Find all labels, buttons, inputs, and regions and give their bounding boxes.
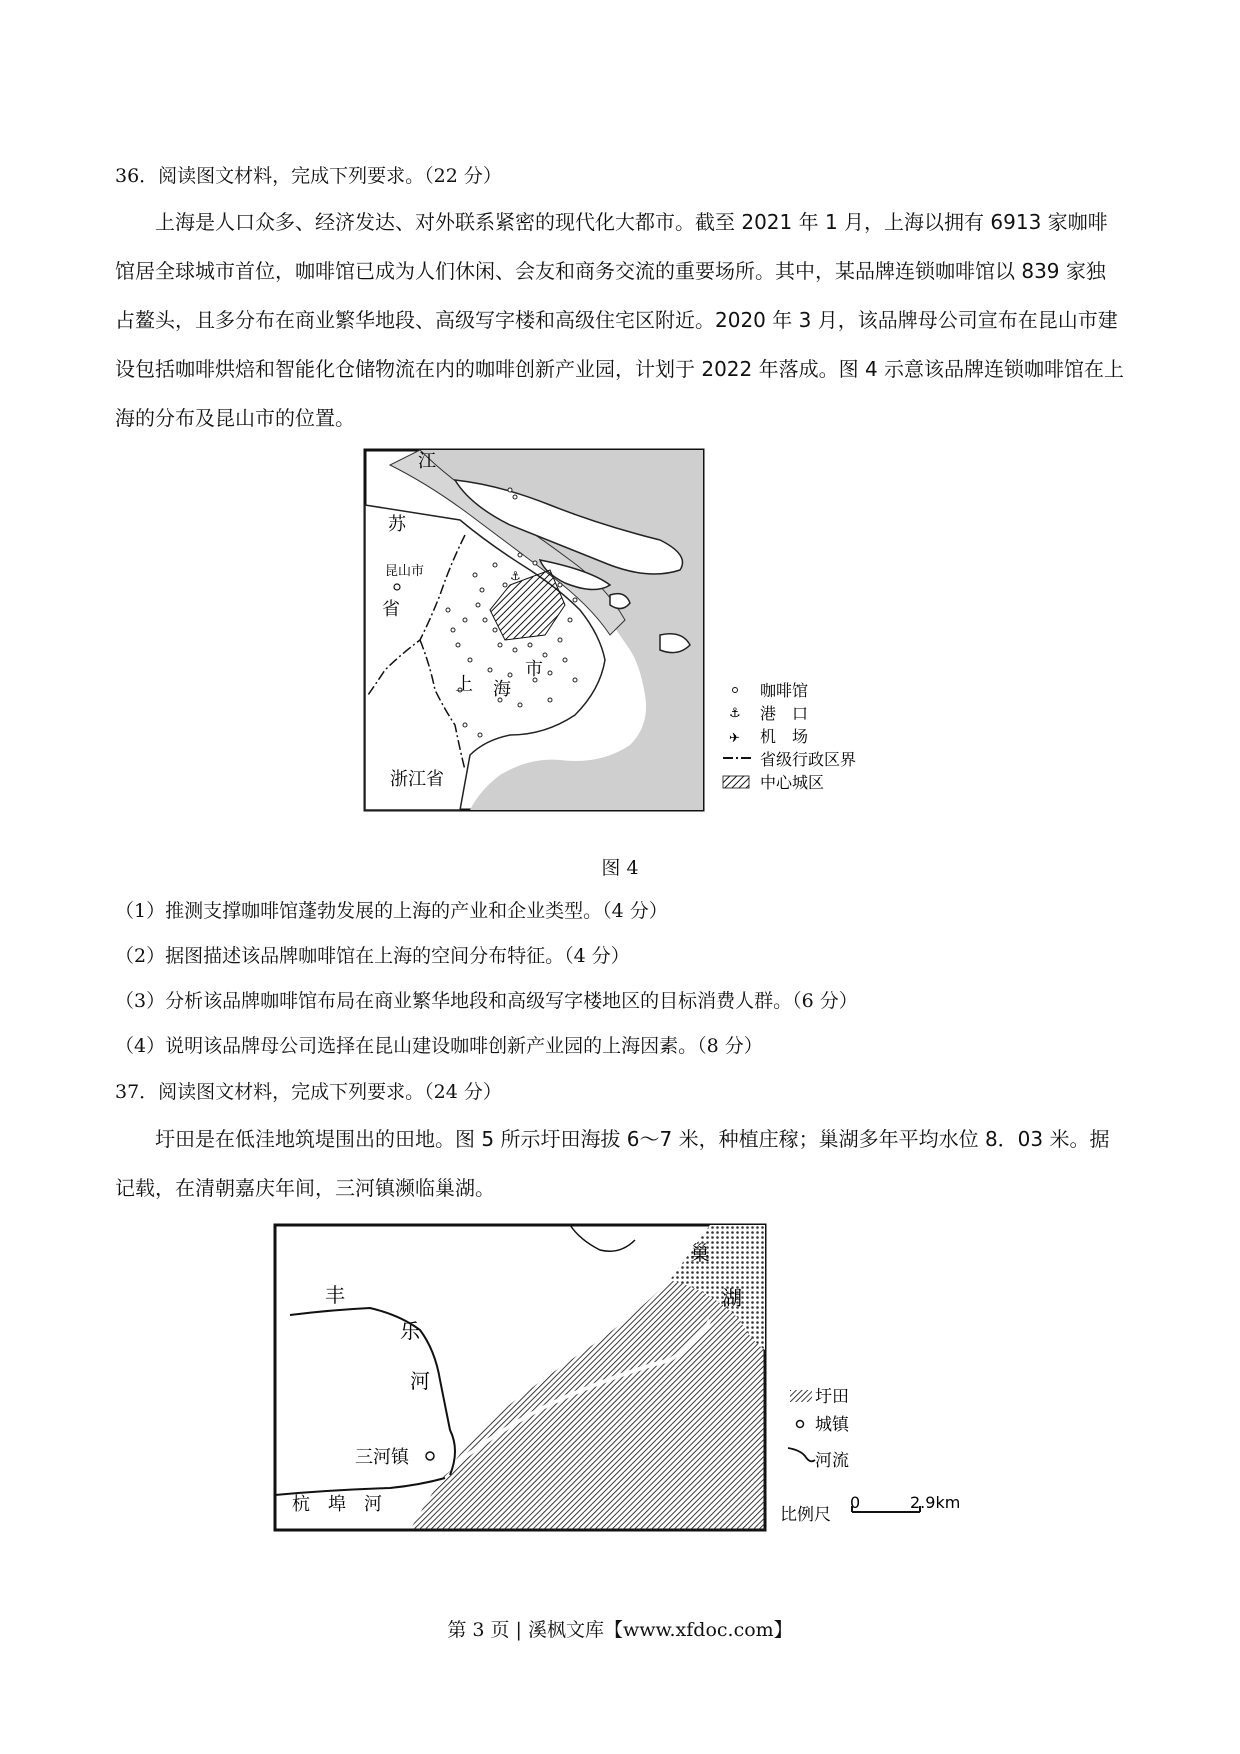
q37-paragraph bbox=[115, 1115, 1125, 1213]
map-label-hai: 海 bbox=[493, 679, 511, 700]
map-label-shang: 上 bbox=[455, 674, 473, 695]
q36-question-4: （4）说明该品牌母公司选择在昆山建设咖啡创新产业园的上海因素。（8 分） bbox=[115, 1035, 763, 1057]
q36-question-2: （2）据图描述该品牌咖啡馆在上海的空间分布特征。（4 分） bbox=[115, 945, 630, 967]
map-label-su: 苏 bbox=[388, 514, 406, 535]
figure-4-caption: 图 4 bbox=[601, 857, 639, 879]
map-label-he: 河 bbox=[410, 1369, 430, 1393]
legend-port-icon: ⚓ bbox=[729, 706, 741, 721]
legend-center: 中心城区 bbox=[760, 773, 825, 792]
figure-4-legend bbox=[723, 681, 856, 792]
q36-heading: 36．阅读图文材料，完成下列要求。（22 分） bbox=[115, 165, 502, 187]
map-label-hangbu: 杭 埠 河 bbox=[292, 1494, 382, 1515]
map-label-feng: 丰 bbox=[325, 1283, 345, 1307]
map-label-kunshan: 昆山市 bbox=[385, 564, 425, 579]
figure-4-map bbox=[360, 445, 880, 815]
map-label-sheng: 省 bbox=[382, 599, 400, 620]
map-label-chao: 巢 bbox=[690, 1241, 710, 1265]
map-label-zhejiang: 浙江省 bbox=[390, 769, 444, 790]
legend-town: 城镇 bbox=[815, 1415, 849, 1435]
legend-boundary: 省级行政区界 bbox=[760, 750, 857, 769]
figure-5-map bbox=[270, 1220, 990, 1540]
figure-5-legend bbox=[780, 1387, 960, 1525]
port-icon: ⚓ bbox=[510, 569, 521, 583]
scale-label: 比例尺 bbox=[780, 1505, 831, 1525]
sanhe-town-marker bbox=[426, 1452, 434, 1460]
q36-question-3: （3）分析该品牌咖啡馆布局在商业繁华地段和高级写字楼地区的目标消费人群。（6 分） bbox=[115, 990, 858, 1012]
q36-question-1: （1）推测支撑咖啡馆蓬勃发展的上海的产业和企业类型。（4 分） bbox=[115, 900, 668, 922]
map-label-le: 乐 bbox=[400, 1319, 420, 1343]
q37-paragraph-text: 圩田是在低洼地筑堤围出的田地。图 5 所示圩田海拔 6～7 米，种植庄稼；巢湖多年平均水位 8．03 米。据记载，在清朝嘉庆年间，三河镇濒临巢湖。 bbox=[115, 1127, 1110, 1200]
legend-airport: 机 场 bbox=[760, 727, 809, 746]
scale-zero: 0 bbox=[850, 1493, 861, 1512]
map-label-shi: 市 bbox=[525, 659, 543, 680]
map-label-hu: 湖 bbox=[722, 1286, 742, 1310]
kunshan-marker bbox=[394, 584, 400, 590]
legend-port: 港 口 bbox=[760, 704, 809, 723]
legend-river: 河流 bbox=[815, 1451, 849, 1471]
scale-value: 2.9km bbox=[910, 1493, 961, 1512]
page-footer: 第 3 页 | 溪枫文库【www.xfdoc.com】 bbox=[447, 1619, 793, 1641]
legend-coffee: 咖啡馆 bbox=[760, 681, 809, 700]
map-label-jiang: 江 bbox=[418, 451, 436, 472]
q36-paragraph-text: 上海是人口众多、经济发达、对外联系紧密的现代化大都市。截至 2021 年 1 月，上海以拥有 6913 家咖啡馆居全球城市首位，咖啡馆已成为人们休闲、会友和商务交流的重要场所。其中，某品牌连锁咖啡馆以 839 家独占鳌头，且多分布在商业繁华地段、高级写字楼和高级住宅区附近。2020 年 3 月，该品牌母公司宣布在昆山市建设包括咖啡烘焙和智能化仓储物流在内的咖啡创新产业园，计划于 2022 年落成。图 4 示意该品牌连锁咖啡馆在上海的分布及昆山市的位置。 bbox=[115, 210, 1125, 430]
q36-paragraph bbox=[115, 198, 1125, 443]
q37-heading: 37．阅读图文材料，完成下列要求。（24 分） bbox=[115, 1081, 502, 1103]
legend-polder: 圩田 bbox=[815, 1387, 849, 1407]
map-label-sanhe: 三河镇 bbox=[355, 1447, 409, 1468]
legend-airport-icon: ✈ bbox=[729, 731, 740, 746]
